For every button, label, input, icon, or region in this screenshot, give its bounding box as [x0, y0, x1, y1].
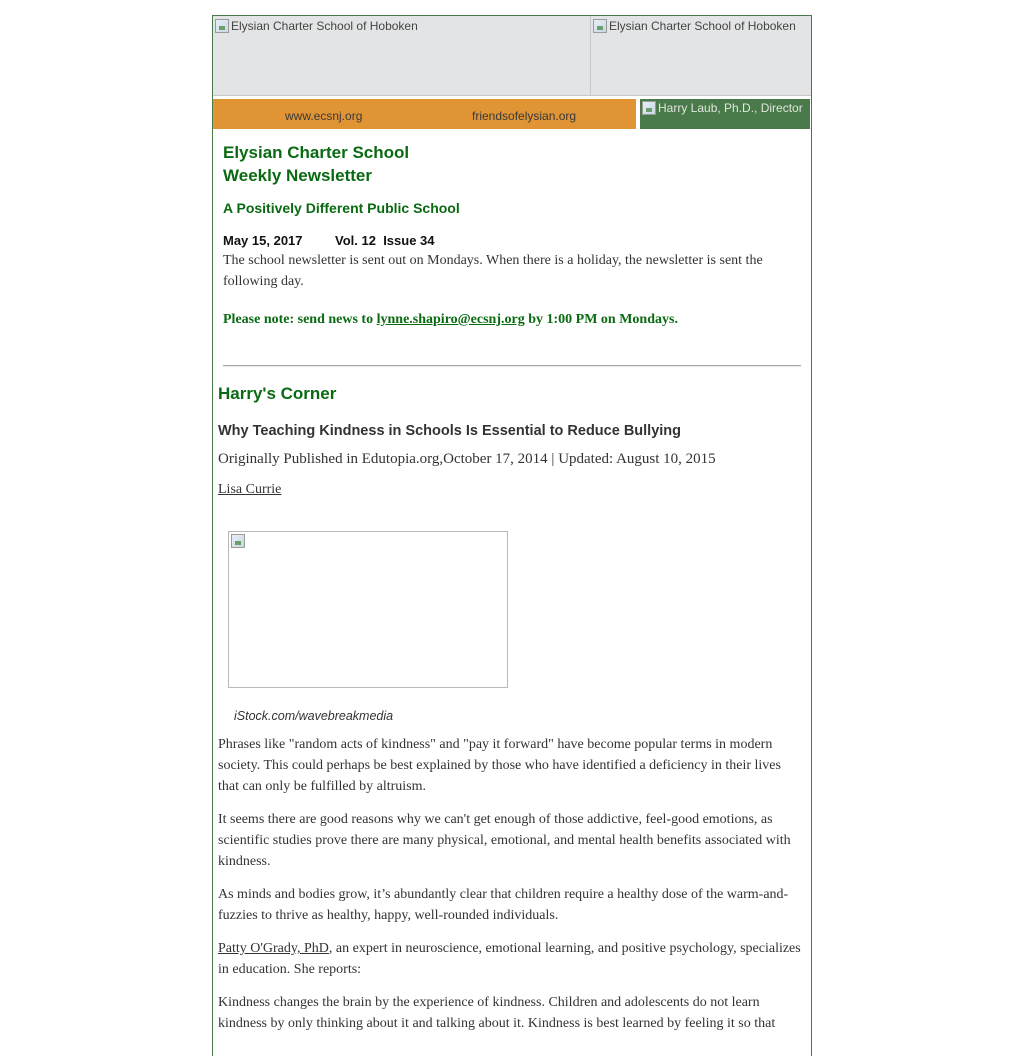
broken-image-icon	[642, 101, 656, 115]
friends-of-elysian-link[interactable]: friendsofelysian.org	[472, 109, 577, 123]
paragraph-4-text: , an expert in neuroscience, emotional learning, and positive psychology, specializes in education. She reports:	[218, 941, 801, 977]
director-image	[640, 99, 810, 129]
tagline: A Positively Different Public School	[223, 200, 460, 216]
intro-text: The school newsletter is sent out on Mondays. When there is a holiday, the newsletter is sent the following day.	[223, 253, 763, 289]
title-line-1: Elysian Charter School	[223, 143, 410, 162]
banner-right-alt-text: Elysian Charter School of Hoboken	[609, 19, 796, 33]
section-title: Harry's Corner	[218, 384, 337, 403]
article-title: Why Teaching Kindness in Schools Is Essential to Reduce Bullying	[218, 423, 682, 439]
note-suffix: by 1:00 PM on Mondays.	[524, 312, 678, 327]
newsletter-header	[223, 141, 803, 328]
newsletter-container	[212, 15, 812, 1056]
links-bar	[213, 99, 636, 129]
volume-issue: Vol. 12 Issue 34	[335, 233, 435, 248]
banner-image-left	[213, 16, 591, 96]
paragraph-2: It seems there are good reasons why we can't get enough of those addictive, feel-good emotions, as scientific studies prove there are many physical, emotional, and mental health benefits associated with kindness.	[218, 812, 791, 869]
divider	[223, 365, 801, 367]
title-line-2: Weekly Newsletter	[223, 166, 372, 185]
newsletter-title	[223, 141, 803, 187]
issue-line	[223, 233, 803, 248]
expert-link[interactable]: Patty O'Grady, PhD	[218, 941, 329, 956]
issue-date: May 15, 2017	[223, 233, 303, 248]
published-line: Originally Published in Edutopia.org,October 17, 2014 | Updated: August 10, 2015	[218, 451, 716, 467]
broken-image-icon	[215, 19, 229, 33]
director-alt-text: Harry Laub, Ph.D., Director	[658, 101, 803, 115]
paragraph-4	[218, 938, 803, 980]
banner-left-alt-text: Elysian Charter School of Hoboken	[231, 19, 418, 33]
broken-image-icon	[231, 534, 245, 548]
image-caption: iStock.com/wavebreakmedia	[234, 709, 394, 723]
paragraph-5: Kindness changes the brain by the experience of kindness. Children and adolescents do not learn kindness by only thinking about it and talking about it. Kindness is best learned by feeling it so that	[218, 995, 776, 1031]
author-line	[218, 482, 803, 498]
email-link[interactable]: lynne.shapiro@ecsnj.org	[376, 312, 525, 327]
article-image	[228, 531, 508, 688]
submission-note	[223, 312, 803, 328]
author-link[interactable]: Lisa Currie	[218, 482, 282, 497]
ecsnj-link[interactable]: www.ecsnj.org	[285, 109, 363, 123]
paragraph-1: Phrases like "random acts of kindness" and "pay it forward" have become popular terms in modern society. This could perhaps be best explained by those who have identified a deficiency in their lives that can only be fulfilled by altruism.	[218, 737, 781, 794]
broken-image-icon	[593, 19, 607, 33]
article	[218, 384, 803, 1034]
banner-image-right	[591, 16, 811, 96]
paragraph-3: As minds and bodies grow, it’s abundantly clear that children require a healthy dose of the warm-and-fuzzies to thrive as healthy, happy, well-rounded individuals.	[218, 887, 789, 923]
note-prefix: Please note: send news to	[223, 312, 377, 327]
